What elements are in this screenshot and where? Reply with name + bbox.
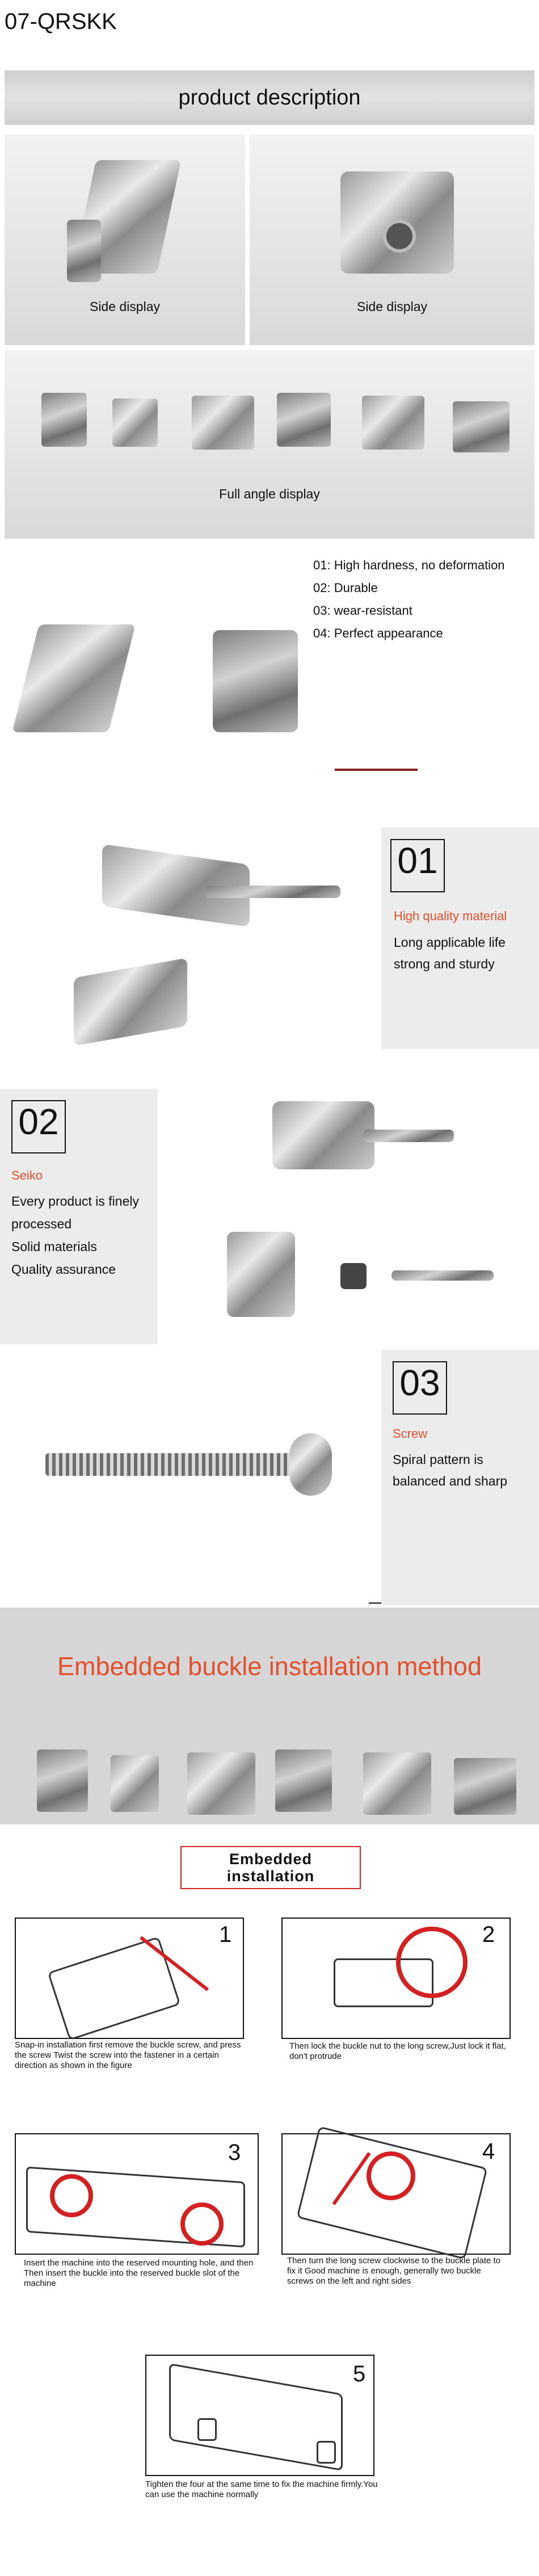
long-screw-image <box>391 1270 494 1281</box>
full-angle-display-photo <box>5 350 534 539</box>
banner-text: product description <box>178 86 361 110</box>
installation-heading-line: installation <box>226 1868 315 1885</box>
step-1-frame <box>15 1918 244 2039</box>
block-title: High quality material <box>394 909 507 923</box>
buckle-closeup-image <box>74 958 187 1046</box>
block-line: strong and sturdy <box>394 956 495 971</box>
step-caption: Snap-in installation first remove the buckle screw, and press the screw Twist the screw into the fastener in a certain direction as shown in the figure <box>15 2040 241 2070</box>
nut-image <box>383 220 416 253</box>
block-line: Long applicable life <box>394 935 506 950</box>
buckle-icon <box>317 2441 336 2464</box>
step-2-frame <box>281 1918 511 2039</box>
threaded-screw-image <box>45 1453 295 1476</box>
part-image-3 <box>187 1752 255 1815</box>
block-title: Seiko <box>11 1168 43 1182</box>
part-image-4 <box>277 393 331 447</box>
step-4-frame <box>281 2133 511 2255</box>
part-image-6 <box>453 401 509 452</box>
bracket-angle-image <box>213 630 298 732</box>
block-line: processed <box>11 1216 72 1231</box>
screw-image <box>204 886 340 898</box>
step-number: 4 <box>482 2139 495 2164</box>
part-image-3 <box>192 396 254 450</box>
buckle-assembly-image <box>272 1101 374 1169</box>
feature-item: 04: Perfect appearance <box>313 626 443 640</box>
installation-heading-line: Embedded <box>229 1851 313 1868</box>
side-display-right-label: Side display <box>356 299 428 314</box>
step-caption: Then turn the long screw clockwise to the buckle plate to fix it Good machine is enough, generally two buckle screws on the left and right sides <box>287 2256 501 2286</box>
block-line: Spiral pattern is <box>393 1452 483 1467</box>
part-image-4 <box>275 1750 332 1812</box>
bracket-hook-image <box>67 220 101 282</box>
block-line: Quality assurance <box>11 1262 116 1277</box>
nut-image <box>340 1263 367 1289</box>
step-number: 5 <box>353 2361 366 2386</box>
step-caption: Then lock the buckle nut to the long screw,Just lock it flat, don't protrude <box>289 2041 506 2061</box>
feature-item: 02: Durable <box>313 581 378 595</box>
block-number: 01 <box>390 839 445 892</box>
installation-method-title: Embedded buckle installation method <box>57 1652 482 1681</box>
part-image-1 <box>41 393 87 447</box>
step-5-frame <box>145 2355 374 2476</box>
divider-tick <box>369 1602 381 1604</box>
highlight-ring-icon <box>367 2151 415 2200</box>
feature-list <box>313 554 534 645</box>
full-angle-display-label: Full angle display <box>219 486 320 501</box>
block-02-panel <box>0 1089 158 1344</box>
feature-item: 03: wear-resistant <box>313 603 412 618</box>
part-image-2 <box>112 398 158 447</box>
block-03-image <box>34 1391 352 1538</box>
page-title: 07-QRSKK <box>5 9 117 34</box>
screw-image <box>363 1130 454 1142</box>
part-image-5 <box>362 396 424 450</box>
part-image-2 <box>111 1755 159 1812</box>
installation-method-section <box>0 1608 539 1824</box>
highlight-ring-icon <box>396 1927 468 1998</box>
product-description-banner <box>5 70 534 125</box>
side-display-left-label: Side display <box>89 299 161 314</box>
bracket-side-image <box>12 624 135 732</box>
block-title: Screw <box>393 1427 428 1441</box>
step-number: 1 <box>219 1922 232 1947</box>
block-line: Solid materials <box>11 1239 97 1254</box>
side-display-left-photo <box>5 135 245 345</box>
block-02-image <box>216 1090 533 1334</box>
block-line: balanced and sharp <box>393 1474 508 1488</box>
side-display-right-photo <box>250 135 534 345</box>
part-image-5 <box>363 1752 431 1815</box>
part-image-1 <box>37 1750 88 1812</box>
block-03-panel <box>381 1350 539 1605</box>
step-3-frame <box>15 2133 259 2255</box>
highlight-ring-icon <box>180 2202 224 2246</box>
bracket-image <box>227 1232 295 1317</box>
installation-heading <box>180 1846 361 1889</box>
block-01-image <box>57 823 340 1062</box>
accent-divider <box>335 769 418 771</box>
feature-item: 01: High hardness, no deformation <box>313 558 505 572</box>
part-image-6 <box>454 1758 516 1815</box>
highlight-ring-icon <box>50 2174 93 2217</box>
step-number: 2 <box>482 1922 495 1947</box>
step-number: 3 <box>228 2140 241 2165</box>
screw-head-image <box>289 1433 332 1496</box>
buckle-icon <box>197 2418 217 2441</box>
block-01-panel <box>381 828 539 1049</box>
step-caption: Insert the machine into the reserved mounting hole, and then Then insert the buckle into the reserved buckle slot of the machine <box>24 2258 254 2288</box>
step-caption: Tighten the four at the same time to fix the machine firmly.You can use the machine normally <box>145 2479 378 2499</box>
block-number: 02 <box>11 1100 66 1153</box>
block-line: Every product is finely <box>11 1194 139 1209</box>
block-number: 03 <box>393 1361 447 1415</box>
